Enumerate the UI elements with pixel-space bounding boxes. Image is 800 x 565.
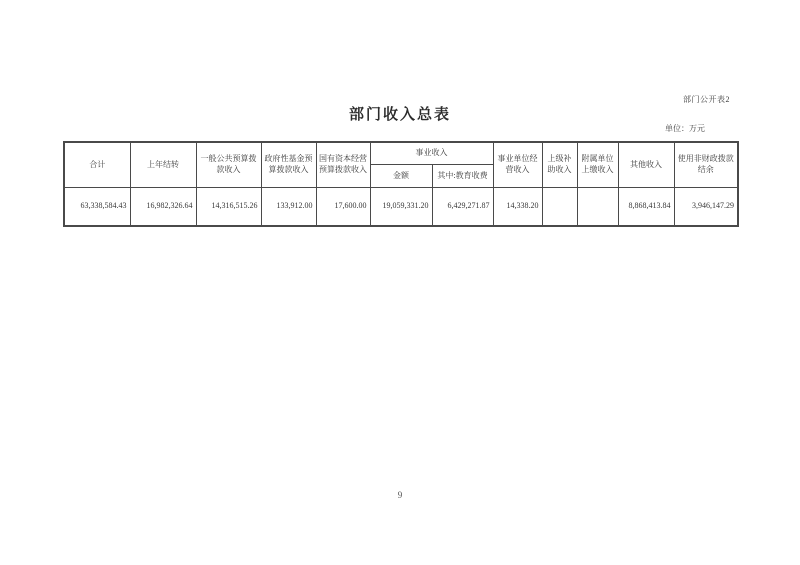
table-row <box>64 188 738 227</box>
col-header-carryover: 上年结转 <box>130 142 196 188</box>
doc-label: 部门公开表2 <box>683 95 730 104</box>
col-header-business-income-group: 事业收入 <box>370 142 493 165</box>
col-header-superior-subsidy: 上级补助收入 <box>542 142 577 188</box>
col-header-general-public-budget: 一般公共预算拨款收入 <box>196 142 261 188</box>
cell-other-income: 8,868,413.84 <box>618 188 674 227</box>
col-header-other-income: 其他收入 <box>618 142 674 188</box>
col-header-affiliated-remit: 附属单位上缴收入 <box>577 142 618 188</box>
col-header-nonfiscal-balance: 使用非财政拨款结余 <box>674 142 738 188</box>
cell-operating-income: 14,338.20 <box>493 188 542 227</box>
col-header-operating-income: 事业单位经营收入 <box>493 142 542 188</box>
cell-total: 63,338,584.43 <box>64 188 130 227</box>
cell-general-public-budget: 14,316,515.26 <box>196 188 261 227</box>
page-number: 9 <box>397 490 403 500</box>
cell-nonfiscal-balance: 3,946,147.29 <box>674 188 738 227</box>
col-header-state-capital-budget: 国有资本经营预算拨款收入 <box>316 142 370 188</box>
col-header-total: 合计 <box>64 142 130 188</box>
cell-superior-subsidy <box>542 188 577 227</box>
col-header-govt-fund-budget: 政府性基金预算拨款收入 <box>261 142 316 188</box>
cell-education-fees: 6,429,271.87 <box>432 188 493 227</box>
sub-header-education-fees: 其中:教育收费 <box>432 165 493 188</box>
cell-business-income-amount: 19,059,331.20 <box>370 188 432 227</box>
cell-govt-fund-budget: 133,912.00 <box>261 188 316 227</box>
sub-header-amount: 金额 <box>370 165 432 188</box>
income-summary-table <box>63 141 739 227</box>
unit-note: 单位：万元 <box>665 124 705 133</box>
cell-state-capital-budget: 17,600.00 <box>316 188 370 227</box>
cell-carryover: 16,982,326.64 <box>130 188 196 227</box>
page-title: 部门收入总表 <box>348 107 451 123</box>
cell-affiliated-remit <box>577 188 618 227</box>
